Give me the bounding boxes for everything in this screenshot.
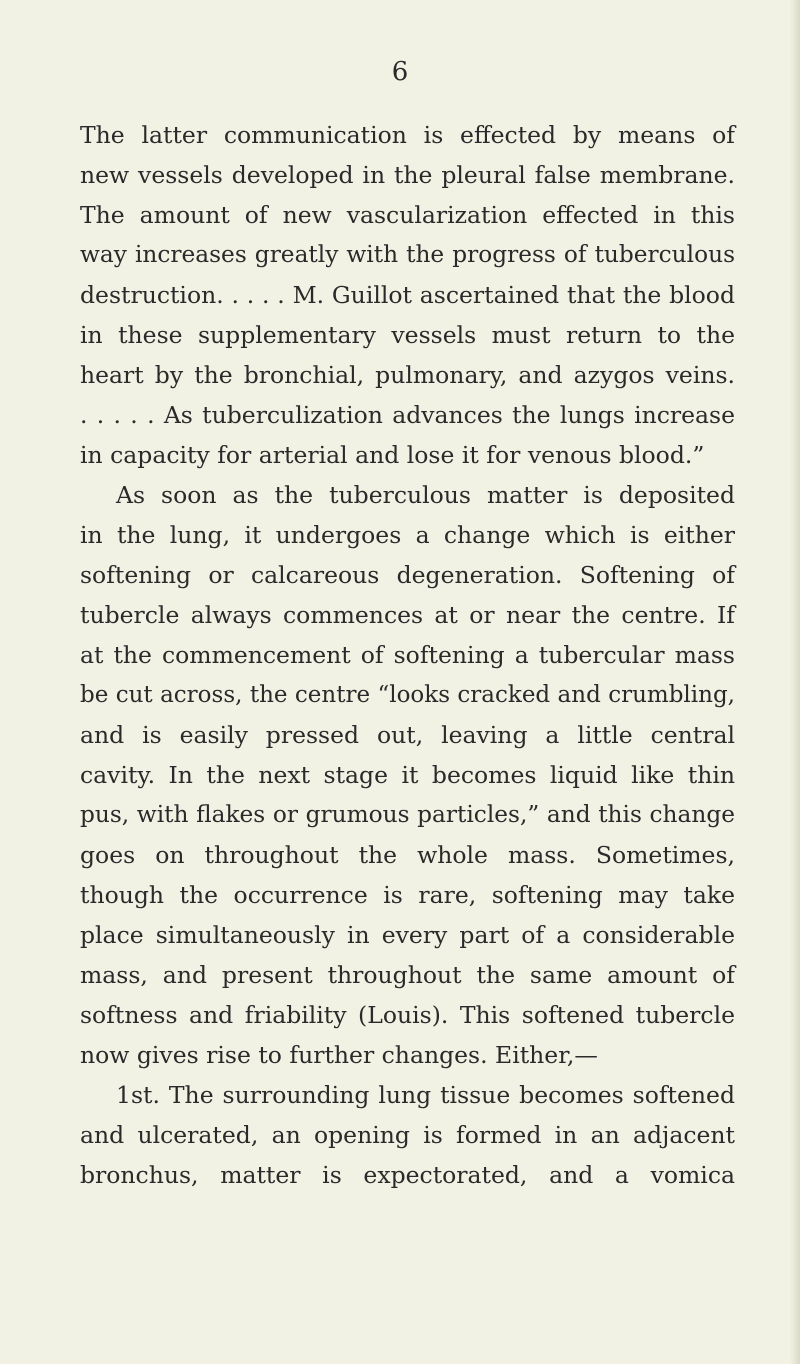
body-text <box>80 115 735 1195</box>
text-line: bronchus, matter is expectorated, and a vomica <box>80 1161 735 1189</box>
text-line: mass, and present throughout the same amount of <box>80 961 735 989</box>
text-line: in capacity for arterial and lose it for venous blood.” <box>80 441 705 469</box>
page-number: 6 <box>391 57 409 87</box>
page-edge-shadow <box>790 0 800 1364</box>
text-line: softness and friability (Louis). This softened tubercle <box>80 1001 735 1029</box>
text-line: tubercle always commences at or near the centre. If <box>80 601 735 629</box>
text-line: heart by the bronchial, pulmonary, and azygos veins. <box>80 361 735 389</box>
text-line: place simultaneously in every part of a considerable <box>80 921 735 949</box>
text-line: at the commencement of softening a tubercular mass <box>80 641 735 669</box>
text-line: and ulcerated, an opening is formed in an adjacent <box>80 1121 735 1149</box>
text-line: in the lung, it undergoes a change which is either <box>80 521 735 549</box>
text-line: cavity. In the next stage it becomes liquid like thin <box>80 761 735 789</box>
text-line: be cut across, the centre “looks cracked and crumbling, <box>80 682 735 708</box>
text-line: pus, with flakes or grumous particles,” and this change <box>80 801 735 828</box>
text-line: The latter communication is effected by means of <box>80 121 735 149</box>
text-line: . . . . . As tuberculization advances the lungs increase <box>80 401 735 429</box>
text-line: The amount of new vascularization effected in this <box>80 201 735 229</box>
text-line: though the occurrence is rare, softening may take <box>80 881 735 909</box>
text-line: and is easily pressed out, leaving a little central <box>80 721 735 749</box>
paragraph-start-line: As soon as the tuberculous matter is deposited <box>116 481 735 509</box>
text-line: way increases greatly with the progress of tuberculous <box>80 241 735 268</box>
text-line: now gives rise to further changes. Either,— <box>80 1041 598 1069</box>
text-line: goes on throughout the whole mass. Sometimes, <box>80 841 735 869</box>
paragraph-start-line: 1st. The surrounding lung tissue becomes softened <box>116 1081 735 1109</box>
text-line: in these supplementary vessels must return to the <box>80 321 735 349</box>
text-line: new vessels developed in the pleural false membrane. <box>80 161 735 189</box>
text-line: destruction. . . . . M. Guillot ascertained that the blood <box>80 281 735 309</box>
text-line: softening or calcareous degeneration. Softening of <box>80 561 735 589</box>
